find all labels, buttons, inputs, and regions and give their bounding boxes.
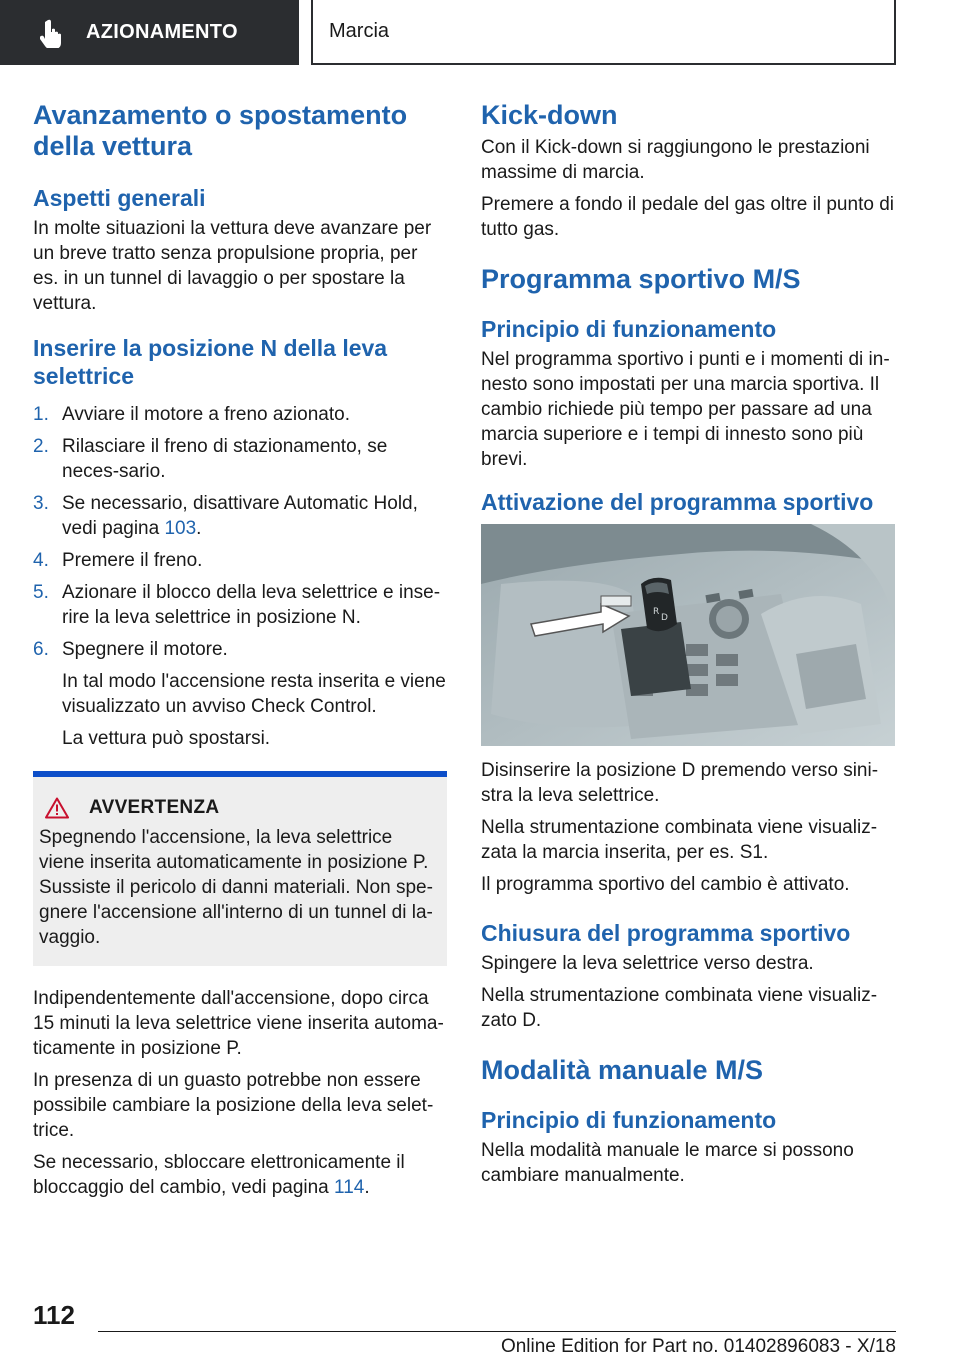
paragraph-fault: In presenza di un guasto potrebbe non essere possibile cambiare la posizione della leva selet‐trice.: [33, 1070, 434, 1141]
warning-triangle-icon: [45, 797, 69, 819]
list-item: 1. Avviare il motore a freno azionato.: [33, 404, 350, 425]
right-column: [481, 100, 895, 1195]
chapter-title: Marcia: [329, 20, 390, 42]
paragraph-activate-1: Disinserire la posizione D premendo verso sini‐stra la leva selettrice.: [481, 760, 879, 806]
section-header: [0, 0, 299, 65]
steps-list: [33, 402, 447, 751]
gear-selector-photo: [481, 524, 895, 746]
list-item: 2. Rilasciare il freno di stazionamento, se neces‐sario.: [33, 436, 388, 482]
heading-manual-principle: Principio di funzionamento: [481, 1107, 777, 1133]
page-link-114[interactable]: 114: [334, 1177, 365, 1198]
hand-pointer-icon: [40, 18, 68, 48]
warning-text: Spegnendo l'accensione, la leva selettrice viene inserita automaticamente in posizione P. Sussiste il pericolo di danni materiali. Non spe‐gnere l'accensione all'interno di un tunnel di la‐vaggio.: [39, 827, 433, 948]
heading-close-sport: Chiusura del programma sportivo: [481, 920, 851, 946]
edition-text: Online Edition for Part no. 01402896083 - X/18: [500, 1336, 896, 1357]
paragraph-manual: Nella modalità manuale le marce si possono cambiare manualmente.: [481, 1140, 854, 1186]
warning-box: [33, 771, 447, 966]
paragraph-kick-1: Con il Kick-down si raggiungono le prestazioni massime di marcia.: [481, 137, 870, 183]
heading-manual-mode: Modalità manuale M/S: [481, 1055, 764, 1085]
paragraph-activate-2: Nella strumentazione combinata viene visualiz‐zata la marcia inserita, per es. S1.: [481, 817, 878, 863]
paragraph-general: In molte situazioni la vettura deve avanzare per un breve tratto senza propulsione propria, per es. in un tunnel di lavaggio o per spostare la vettura.: [33, 218, 432, 314]
heading-general: Aspetti generali: [33, 185, 206, 211]
paragraph-activate-3: Il programma sportivo del cambio è attivato.: [481, 874, 850, 895]
list-item: 3. Se necessario, disattivare Automatic Hold, vedi pagina 103.: [33, 493, 418, 539]
page-link-103[interactable]: 103: [164, 518, 197, 539]
step-6-note: La vettura può spostarsi.: [62, 728, 271, 749]
heading-principle: Principio di funzionamento: [481, 316, 777, 342]
left-column: [33, 100, 447, 1207]
paragraph-unlock: Se necessario, sbloccare elettronicamente il bloccaggio del cambio, vedi pagina 114.: [33, 1152, 405, 1198]
paragraph-close-2: Nella strumentazione combinata viene visualiz‐zato D.: [481, 985, 878, 1031]
paragraph-kick-2: Premere a fondo il pedale del gas oltre il punto di tutto gas.: [481, 194, 894, 240]
heading-sport-program: Programma sportivo M/S: [481, 264, 801, 294]
list-item: 5. Azionare il blocco della leva selettrice e inse‐rire la leva selettrice in posizione N.: [33, 582, 441, 628]
heading-activate-sport: Attivazione del programma sportivo: [481, 489, 874, 515]
heading-moving-vehicle: Avanzamento o spostamento della vettura: [33, 100, 408, 161]
heading-neutral-position: Inserire la posizione N della leva selettrice: [33, 335, 388, 389]
chapter-header: [311, 0, 896, 65]
svg-text:R: R: [653, 607, 660, 617]
section-title: AZIONAMENTO: [86, 21, 238, 43]
list-item: 6. Spegnere il motore.: [33, 639, 228, 660]
paragraph-close-1: Spingere la leva selettrice verso destra.: [481, 953, 814, 974]
paragraph-principle: Nel programma sportivo i punti e i momenti di in‐nesto sono impostati per una marcia sportiva. Il cambio richiede più tempo per passare ad una marcia superiore e i tempi di innesto sono più brevi.: [481, 349, 890, 470]
warning-title: AVVERTENZA: [89, 797, 220, 818]
list-item: 4. Premere il freno.: [33, 550, 203, 571]
heading-kick-down: Kick-down: [481, 100, 618, 130]
paragraph-auto-park: Indipendentemente dall'accensione, dopo circa 15 minuti la leva selettrice viene inserita automa‐ticamente in posizione P.: [33, 988, 444, 1059]
svg-text:D: D: [661, 613, 668, 623]
step-6-note: In tal modo l'accensione resta inserita e viene visualizzato un avviso Check Control.: [62, 671, 446, 717]
page-number: 112: [33, 1300, 75, 1330]
footer-divider: [98, 1331, 896, 1332]
